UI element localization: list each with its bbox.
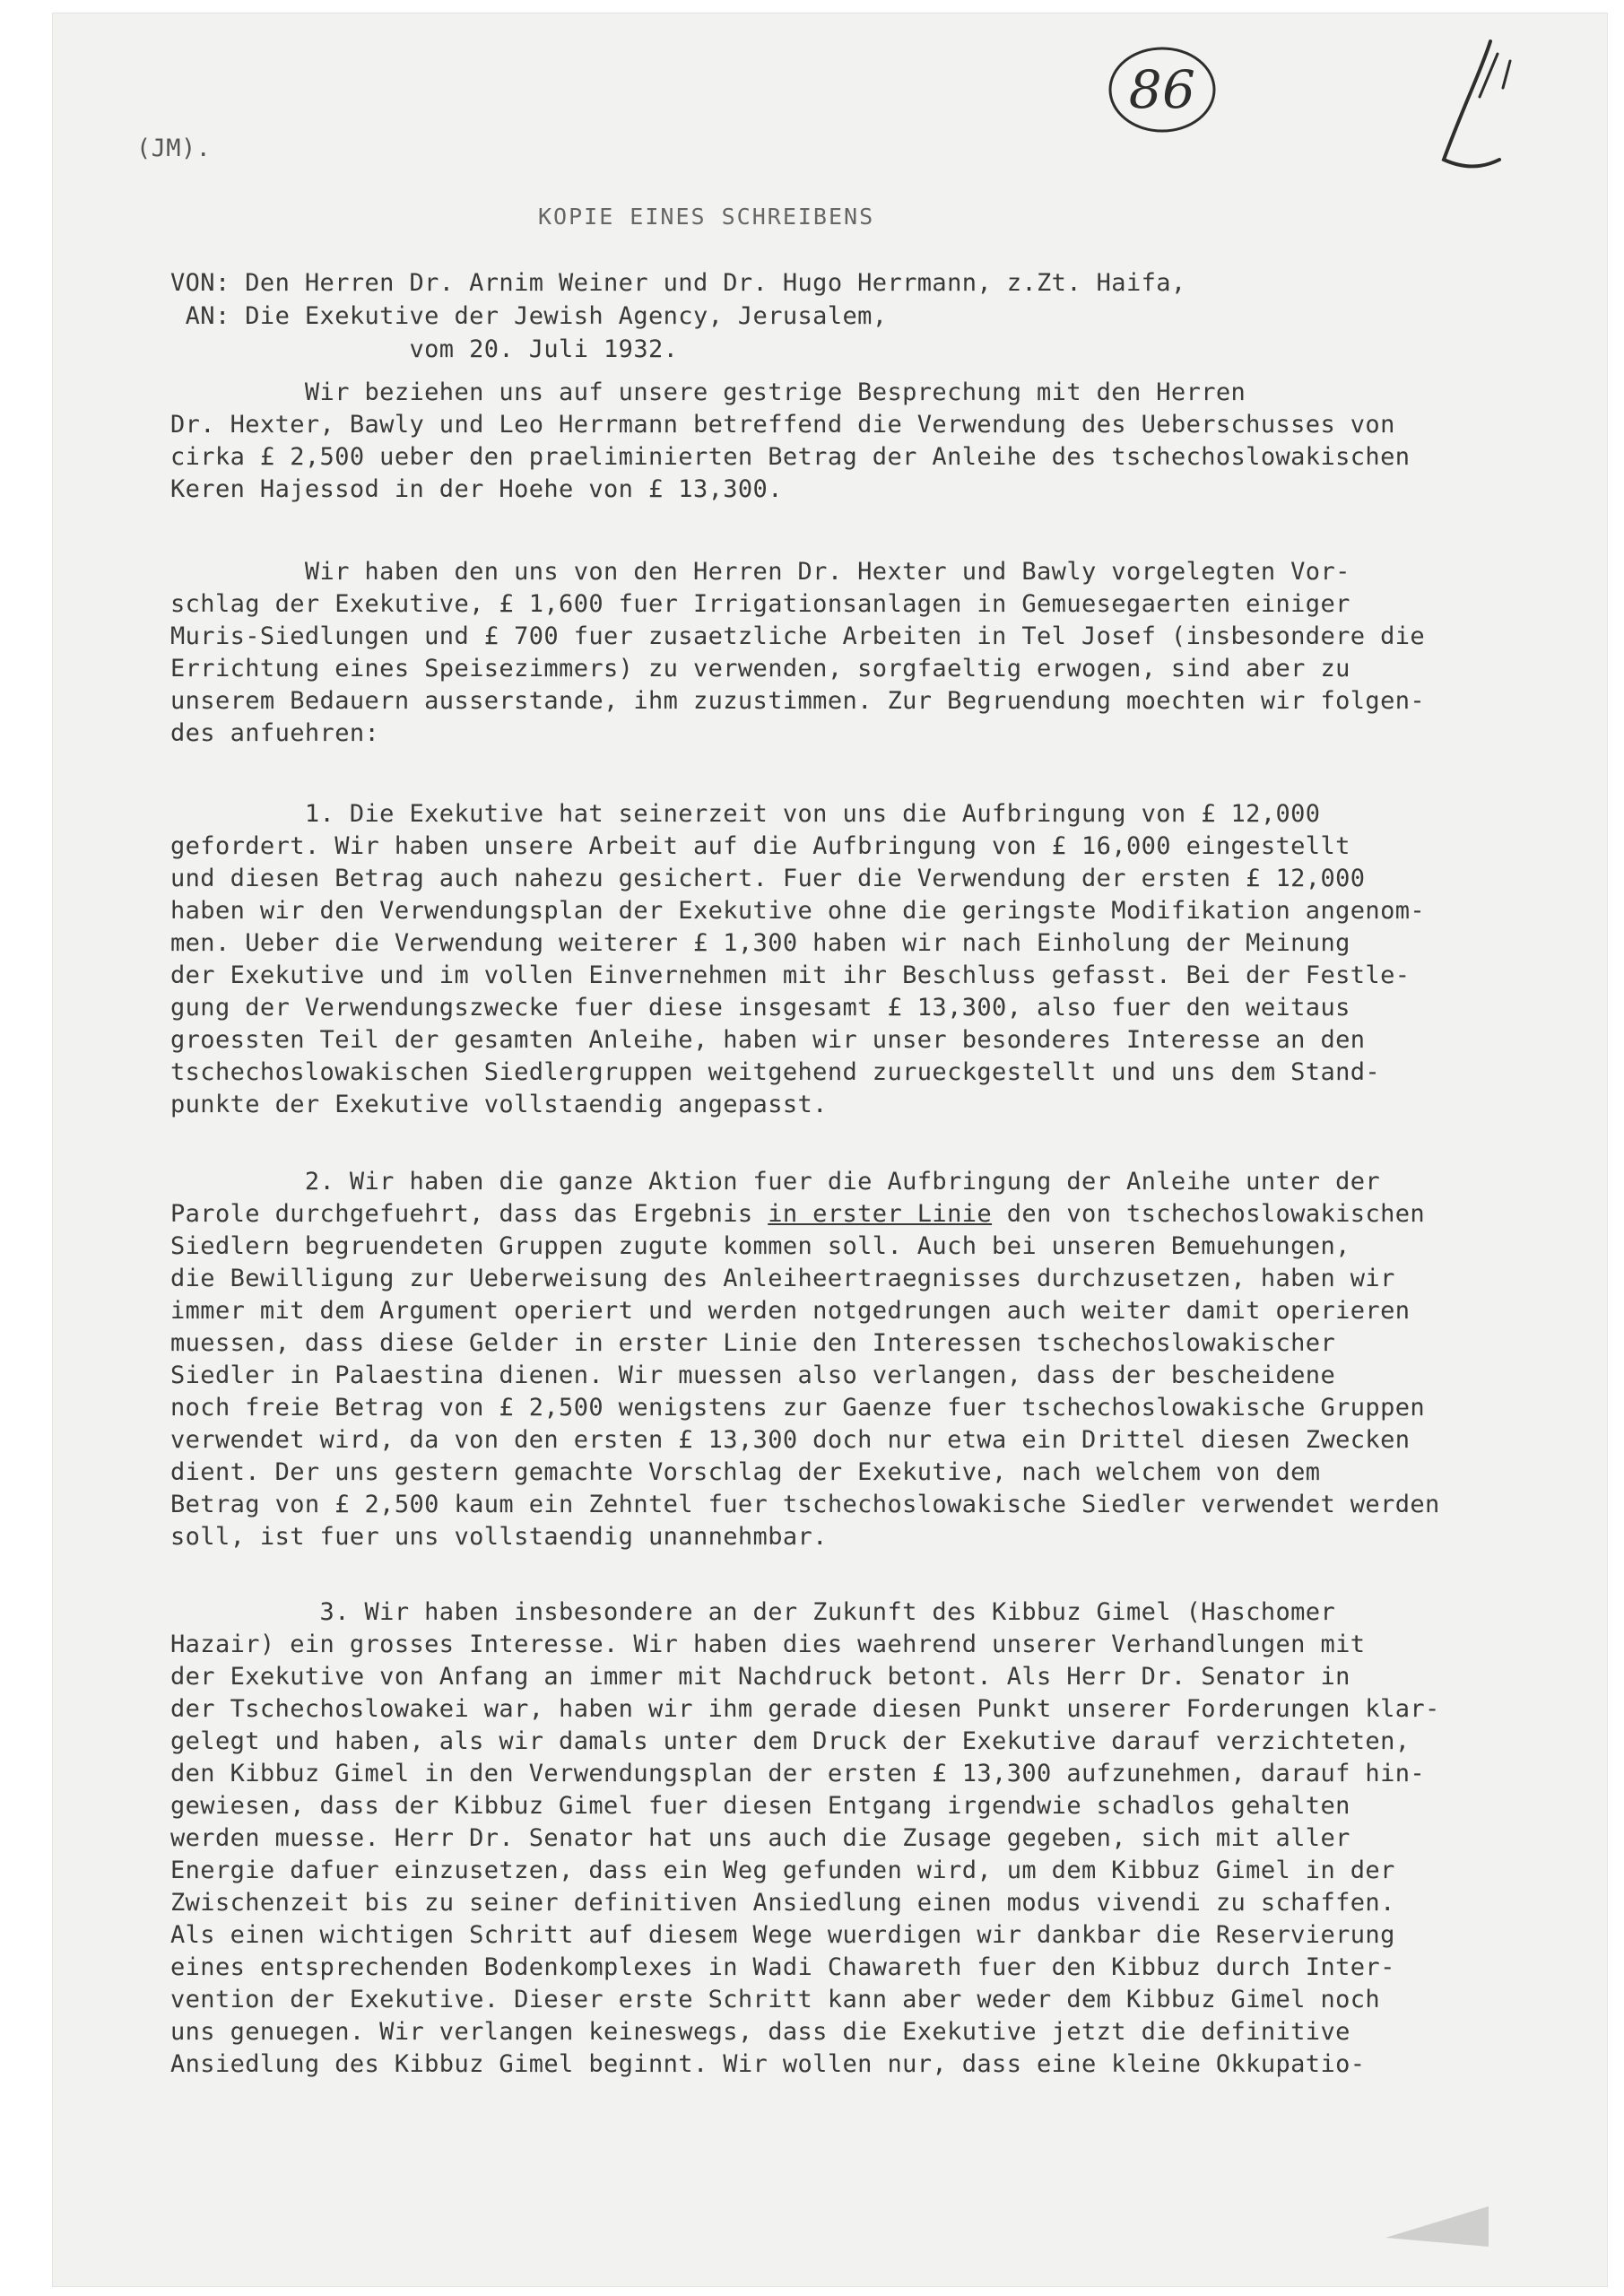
paragraph-line: gung der Verwendungszwecke fuer diese insgesamt £ 13,300, also fuer den weitaus	[170, 994, 1350, 1022]
paragraph-line: Dr. Hexter, Bawly und Leo Herrmann betreffend die Verwendung des Ueberschusses von	[170, 411, 1395, 439]
paragraph-line: uns genuegen. Wir verlangen keineswegs, dass die Exekutive jetzt die definitive	[170, 2018, 1350, 2046]
paragraph-intro	[170, 377, 1524, 506]
paragraph-line: gelegt und haben, als wir damals unter dem Druck der Exekutive darauf verzichteten,	[170, 1727, 1411, 1755]
paragraph-line: haben wir den Verwendungsplan der Exekutive ohne die geringste Modifikation angenom-	[170, 897, 1426, 925]
text-after-underline: den von tschechoslowakischen	[992, 1200, 1426, 1228]
header-to: AN: Die Exekutive der Jewish Agency, Jerusalem,	[170, 302, 888, 330]
paragraph-line: Wir beziehen uns auf unsere gestrige Besprechung mit den Herren	[170, 378, 1246, 406]
paragraph-line: groessten Teil der gesamten Anleihe, haben wir unser besonderes Interesse an den	[170, 1026, 1366, 1054]
paragraph-line: Ansiedlung des Kibbuz Gimel beginnt. Wir wollen nur, dass eine kleine Okkupatio-	[170, 2050, 1366, 2078]
paragraph-line: punkte der Exekutive vollstaendig angepasst.	[170, 1091, 828, 1118]
paragraph-point-1	[170, 798, 1524, 1121]
paragraph-line: Hazair) ein grosses Interesse. Wir haben dies waehrend unserer Verhandlungen mit	[170, 1631, 1366, 1658]
header-from: VON: Den Herren Dr. Arnim Weiner und Dr. Hugo Herrmann, z.Zt. Haifa,	[170, 269, 1186, 297]
paragraph-line: eines entsprechenden Bodenkomplexes in Wadi Chawareth fuer den Kibbuz durch Inter-	[170, 1953, 1395, 1981]
paragraph-line: immer mit dem Argument operiert und werden notgedrungen auch weiter damit operieren	[170, 1297, 1411, 1325]
paragraph-line: werden muesse. Herr Dr. Senator hat uns auch die Zusage gegeben, sich mit aller	[170, 1824, 1350, 1852]
paragraph-line: den Kibbuz Gimel in den Verwendungsplan der ersten £ 13,300 aufzunehmen, darauf hin-	[170, 1760, 1426, 1787]
pencil-check-mark	[1428, 34, 1526, 187]
paragraph-line: unserem Bedauern ausserstande, ihm zuzustimmen. Zur Begruendung moechten wir folgen-	[170, 687, 1426, 715]
header-date: vom 20. Juli 1932.	[170, 335, 679, 363]
paragraph-line: men. Ueber die Verwendung weiterer £ 1,300 haben wir nach Einholung der Meinung	[170, 929, 1350, 957]
paragraph-line: Als einen wichtigen Schritt auf diesem Wege wuerdigen wir dankbar die Reservierung	[170, 1921, 1395, 1949]
paragraph-line: verwendet wird, da von den ersten £ 13,300 doch nur etwa ein Drittel diesen Zwecken	[170, 1426, 1411, 1454]
paragraph-line: cirka £ 2,500 ueber den praeliminierten Betrag der Anleihe des tschechoslowakischen	[170, 443, 1411, 471]
paragraph-line: Siedler in Palaestina dienen. Wir muessen also verlangen, dass der bescheidene	[170, 1361, 1336, 1389]
paragraph-line: 2. Wir haben die ganze Aktion fuer die Aufbringung der Anleihe unter der	[170, 1168, 1381, 1196]
paragraph-line: Energie dafuer einzusetzen, dass ein Weg gefunden wird, um dem Kibbuz Gimel in der	[170, 1857, 1395, 1884]
paragraph-line: Keren Hajessod in der Hoehe von £ 13,300.	[170, 475, 783, 503]
paragraph-line: 1. Die Exekutive hat seinerzeit von uns die Aufbringung von £ 12,000	[170, 800, 1321, 828]
paragraph-line: soll, ist fuer uns vollstaendig unannehmbar.	[170, 1523, 828, 1551]
paragraph-line: der Exekutive von Anfang an immer mit Nachdruck betont. Als Herr Dr. Senator in	[170, 1663, 1350, 1691]
page-number-text: 86	[1128, 59, 1196, 120]
paragraph-line: Siedlern begruendeten Gruppen zugute kommen soll. Auch bei unseren Bemuehungen,	[170, 1232, 1350, 1260]
paragraph-proposal	[170, 556, 1524, 750]
paragraph-line: 3. Wir haben insbesondere an der Zukunft des Kibbuz Gimel (Haschomer	[170, 1598, 1336, 1626]
handwritten-page-number	[1105, 39, 1220, 140]
paragraph-line: noch freie Betrag von £ 2,500 wenigstens zur Gaenze fuer tschechoslowakische Gruppen	[170, 1394, 1426, 1422]
page-curl-shadow	[1385, 2202, 1489, 2247]
paragraph-line: tschechoslowakischen Siedlergruppen weitgehend zurueckgestellt und uns dem Stand-	[170, 1058, 1381, 1086]
reference-code: (JM).	[136, 135, 212, 162]
paragraph-line: der Exekutive und im vollen Einvernehmen mit ihr Beschluss gefasst. Bei der Festle-	[170, 961, 1411, 989]
paragraph-point-2	[170, 1166, 1524, 1553]
paragraph-line: schlag der Exekutive, £ 1,600 fuer Irrigationsanlagen in Gemuesegaerten einiger	[170, 590, 1350, 618]
paragraph-line: Errichtung eines Speisezimmers) zu verwenden, sorgfaeltig erwogen, sind aber zu	[170, 655, 1350, 683]
paragraph-line: die Bewilligung zur Ueberweisung des Anleiheertraegnisses durchzusetzen, haben wir	[170, 1265, 1395, 1292]
underlined-phrase: in erster Linie	[768, 1200, 993, 1228]
paragraph-line: des anfuehren:	[170, 719, 380, 747]
paragraph-line: der Tschechoslowakei war, haben wir ihm gerade diesen Punkt unserer Forderungen klar-	[170, 1695, 1440, 1723]
paragraph-line: Muris-Siedlungen und £ 700 fuer zusaetzliche Arbeiten in Tel Josef (insbesondere die	[170, 622, 1426, 650]
paragraph-line: Wir haben den uns von den Herren Dr. Hexter und Bawly vorgelegten Vor-	[170, 558, 1350, 586]
paragraph-line: vention der Exekutive. Dieser erste Schritt kann aber weder dem Kibbuz Gimel noch	[170, 1986, 1381, 2013]
paragraph-line: Betrag von £ 2,500 kaum ein Zehntel fuer tschechoslowakische Siedler verwendet werden	[170, 1491, 1440, 1518]
paragraph-line: Zwischenzeit bis zu seiner definitiven Ansiedlung einen modus vivendi zu schaffen.	[170, 1889, 1395, 1917]
paragraph-line: dient. Der uns gestern gemachte Vorschlag der Exekutive, nach welchem von dem	[170, 1458, 1321, 1486]
paragraph-line-underlined	[170, 1198, 1524, 1231]
document-heading: KOPIE EINES SCHREIBENS	[538, 204, 875, 230]
paragraph-line: und diesen Betrag auch nahezu gesichert. Fuer die Verwendung der ersten £ 12,000	[170, 865, 1366, 892]
paragraph-line: gefordert. Wir haben unsere Arbeit auf die Aufbringung von £ 16,000 eingestellt	[170, 832, 1350, 860]
paragraph-line: muessen, dass diese Gelder in erster Linie den Interessen tschechoslowakischer	[170, 1329, 1336, 1357]
paragraph-point-3	[170, 1596, 1524, 2081]
paragraph-line: gewiesen, dass der Kibbuz Gimel fuer diesen Entgang irgendwie schadlos gehalten	[170, 1792, 1350, 1820]
text-before-underline: Parole durchgefuehrt, dass das Ergebnis	[170, 1200, 769, 1228]
